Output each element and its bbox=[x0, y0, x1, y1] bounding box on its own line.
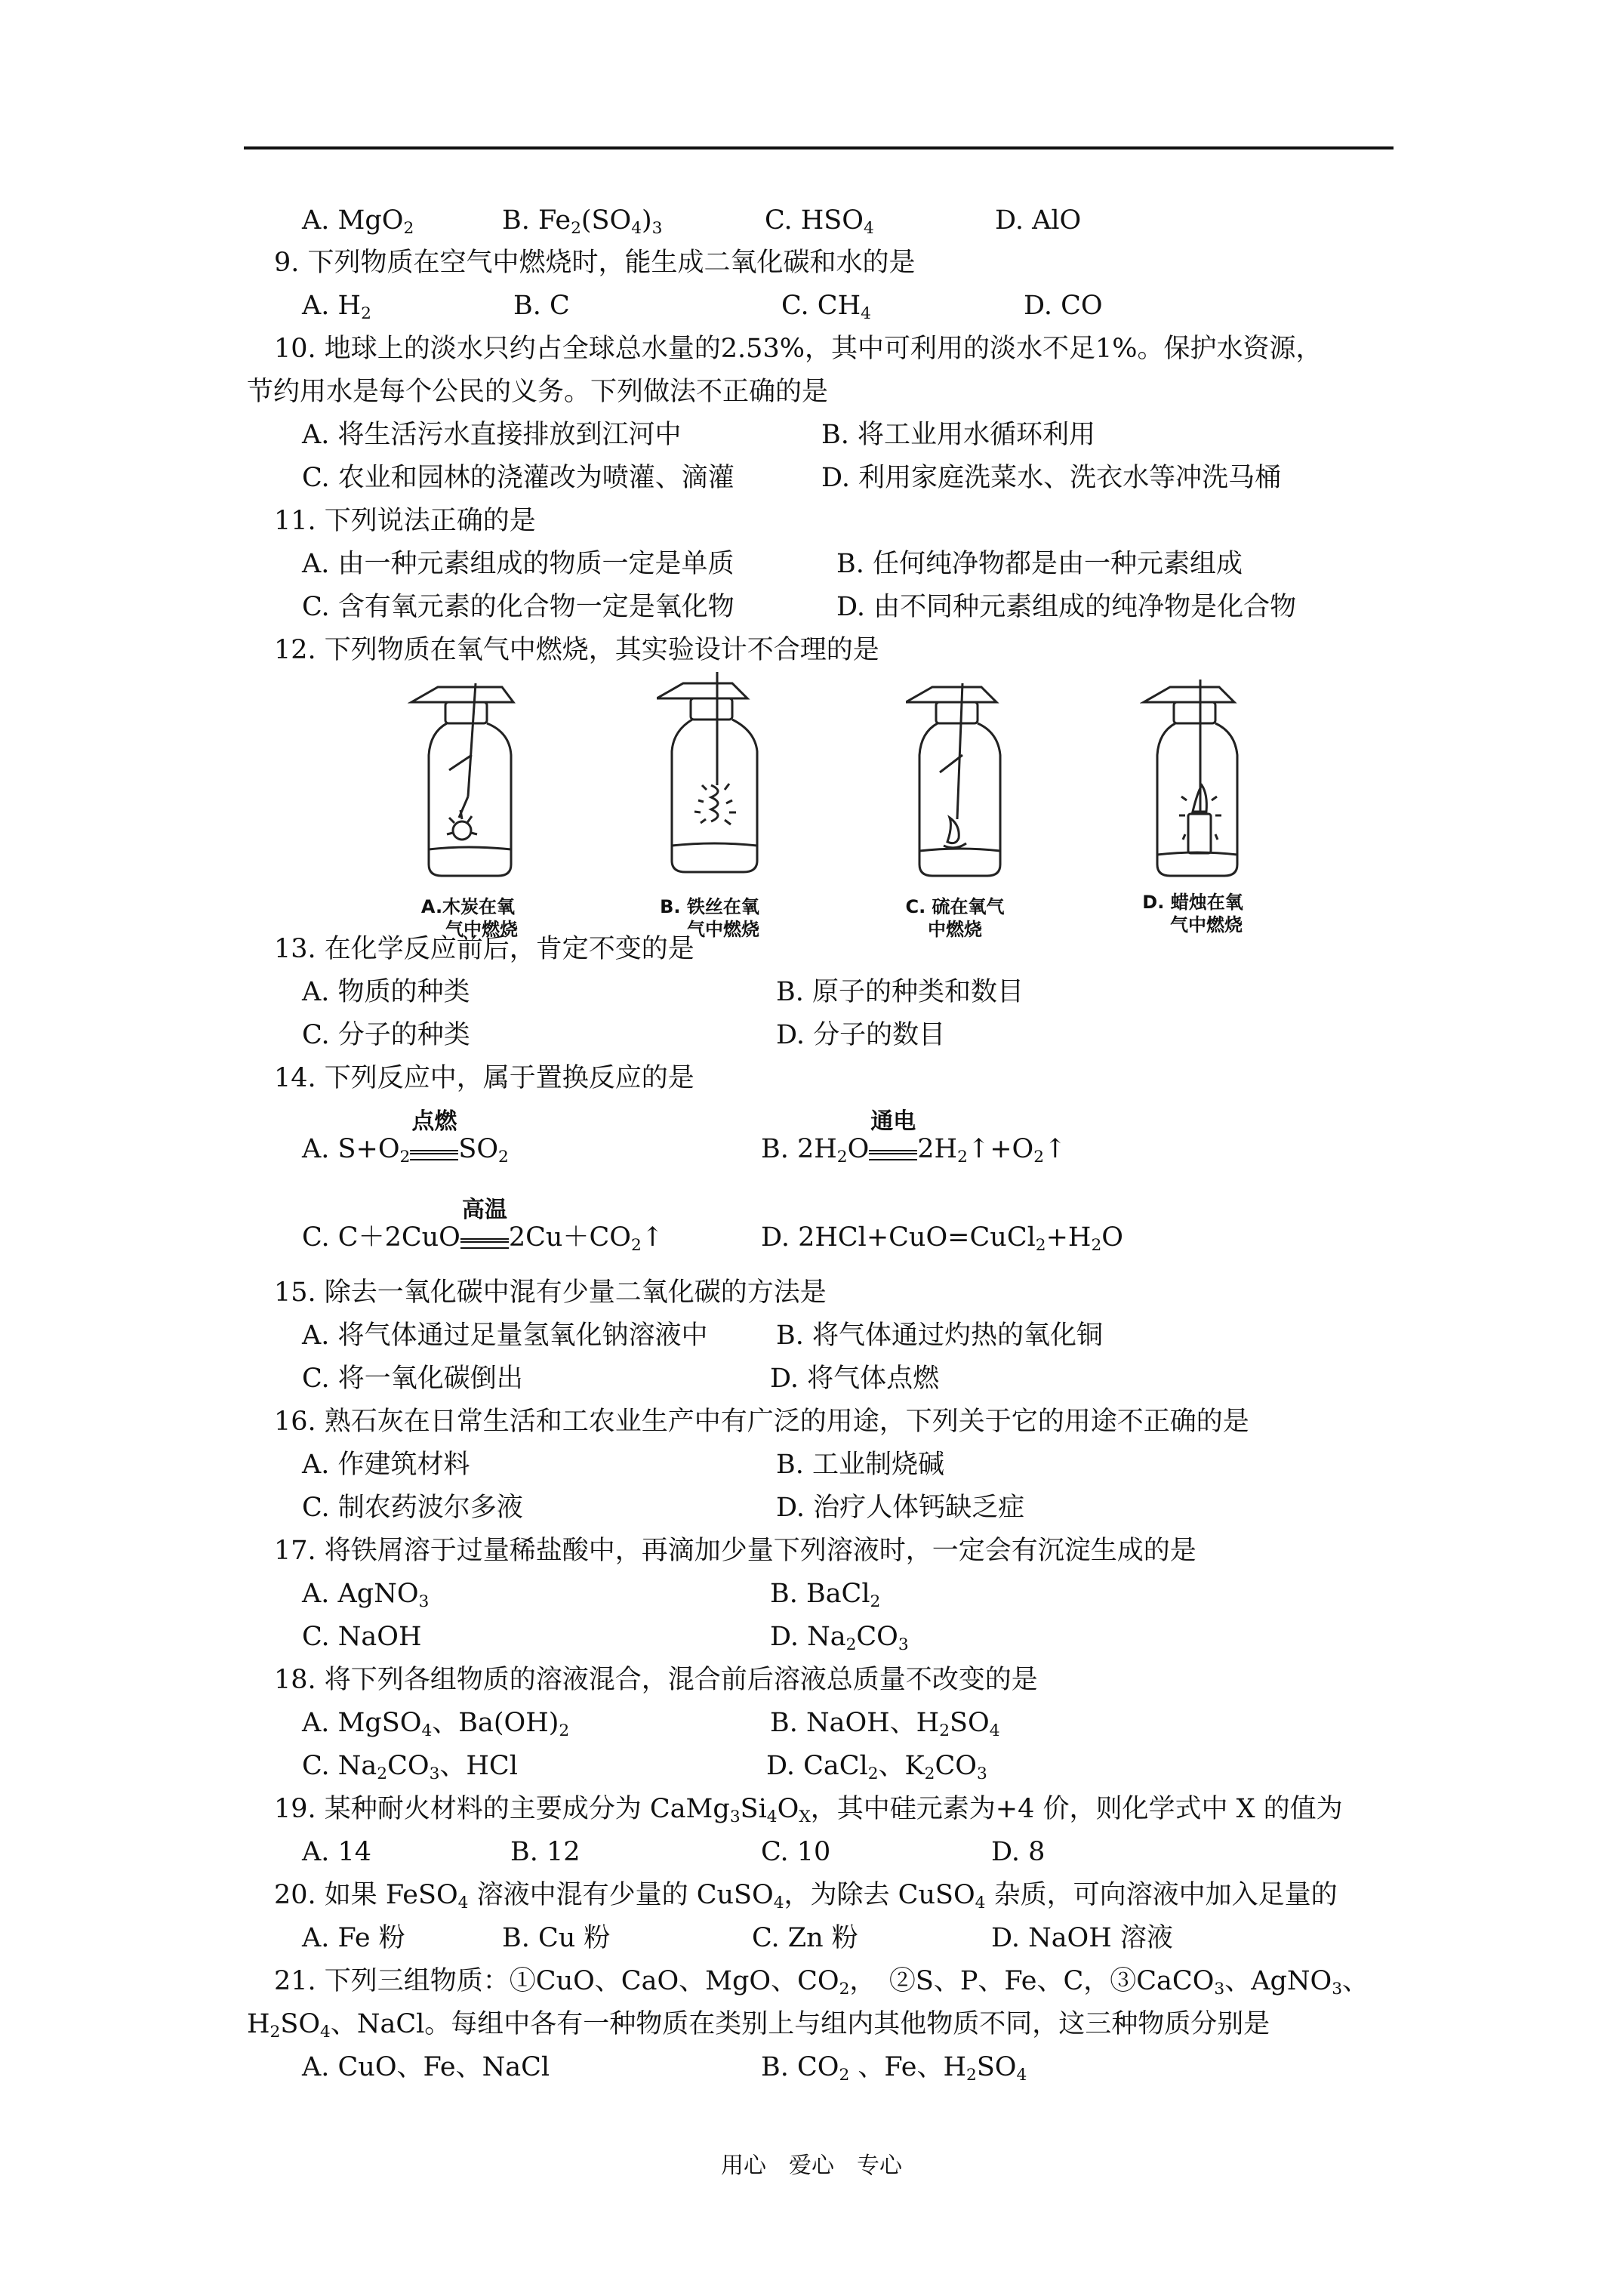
q18-option-a: A. MgSO$_4$、$Ba(OH)_2$ bbox=[302, 1708, 570, 1741]
q16-option-a: A. 作建筑材料 bbox=[302, 1450, 470, 1480]
q15-option-a: A. 将气体通过足量氢氧化钠溶液中 bbox=[302, 1321, 708, 1351]
q20-stem: 20. 如果 FeSO$_4$ 溶液中混有少量的 CuSO$_4$，为除去 CuSO$_4$ 杂质，可向溶液中加入足量的 bbox=[274, 1880, 1338, 1913]
flask-c-caption-line-2: 中燃烧 bbox=[928, 919, 982, 940]
q9-option-d: D. CO bbox=[1024, 291, 1103, 321]
q8-option-b: B. $Fe_2(SO_4)_3$ bbox=[502, 205, 663, 239]
q21-stem-2: $H_2SO_4$、NaCl。每组中各有一种物质在类别上与组内其他物质不同，这三种物质分别是 bbox=[247, 2009, 1270, 2042]
flask-d-caption bbox=[1117, 891, 1268, 936]
flask-d-caption-line-1: D. 蜡烛在氧 bbox=[1142, 892, 1243, 913]
flask-a-caption-line-1: A.木炭在氧 bbox=[420, 896, 516, 917]
q13-option-a: A. 物质的种类 bbox=[302, 977, 470, 1007]
q11-option-c: C. 含有氧元素的化合物一定是氧化物 bbox=[302, 592, 735, 622]
flask-c-sulfur-figure bbox=[906, 683, 1042, 887]
q14-condition-ignite: 点燃 bbox=[411, 1108, 457, 1135]
q16-option-b: B. 工业制烧碱 bbox=[776, 1450, 944, 1480]
q11-stem: 11. 下列说法正确的是 bbox=[274, 506, 536, 536]
q9-stem: 9. 下列物质在空气中燃烧时，能生成二氧化碳和水的是 bbox=[274, 248, 916, 278]
q19-option-c: C. 10 bbox=[761, 1837, 831, 1867]
q16-stem: 16. 熟石灰在日常生活和工农业生产中有广泛的用途，下列关于它的用途不正确的是 bbox=[274, 1407, 1249, 1437]
q20-option-d: D. NaOH 溶液 bbox=[991, 1923, 1173, 1953]
flask-b-caption-line-1: B. 铁丝在氧 bbox=[660, 896, 759, 917]
q21-stem-2-tail: 。每组中各有一种物质在类别上与组内其他物质不同，这三种物质分别是 bbox=[424, 2009, 1270, 2039]
q20-option-b: B. Cu 粉 bbox=[502, 1923, 611, 1953]
q15-option-c: C. 将一氧化碳倒出 bbox=[302, 1364, 523, 1394]
q9-option-c: C. $CH_4$ bbox=[781, 291, 871, 324]
flask-b-iron-wire-figure bbox=[657, 672, 793, 887]
flask-d-candle-figure bbox=[1140, 680, 1276, 887]
flask-c-caption-line-1: C. 硫在氧气 bbox=[905, 896, 1005, 917]
flask-c-caption bbox=[879, 895, 1030, 941]
q9-option-b: B. C bbox=[513, 291, 570, 321]
q17-option-c: C. NaOH bbox=[302, 1622, 422, 1652]
q19-option-d: D. 8 bbox=[991, 1837, 1046, 1867]
header-rule bbox=[244, 146, 1394, 149]
q17-option-b: B. BaCl$_2$ bbox=[770, 1579, 881, 1612]
q14-option-b: B. $2H_2O$ 通电 $2H_2↑+O_2↑$ bbox=[761, 1133, 1066, 1166]
q13-option-c: C. 分子的种类 bbox=[302, 1020, 470, 1050]
q11-option-b: B. 任何纯净物都是由一种元素组成 bbox=[836, 549, 1243, 579]
q16-option-c: C. 制农药波尔多液 bbox=[302, 1493, 523, 1523]
flask-a-caption-line-2: 气中燃烧 bbox=[445, 919, 518, 940]
q12-stem: 12. 下列物质在氧气中燃烧，其实验设计不合理的是 bbox=[274, 635, 879, 665]
flask-d-caption-line-2: 气中燃烧 bbox=[1170, 914, 1243, 935]
q17-option-d: D. $Na_2CO_3$ bbox=[770, 1622, 909, 1655]
q21-option-a: A. CuO、Fe、NaCl bbox=[302, 2052, 550, 2082]
q10-option-c: C. 农业和园林的浇灌改为喷灌、滴灌 bbox=[302, 463, 735, 493]
q14-condition-high-temp: 高温 bbox=[461, 1197, 507, 1223]
q10-stem-1: 10. 地球上的淡水只约占全球总水量的2.53%，其中可利用的淡水不足1%。保护水资源， bbox=[274, 334, 1323, 364]
q8-option-d: D. AlO bbox=[995, 205, 1082, 236]
q17-option-a: A. AgNO$_3$ bbox=[302, 1579, 430, 1612]
q10-stem-2: 节约用水是每个公民的义务。下列做法不正确的是 bbox=[247, 377, 829, 407]
q15-stem: 15. 除去一氧化碳中混有少量二氧化碳的方法是 bbox=[274, 1277, 827, 1308]
q13-option-b: B. 原子的种类和数目 bbox=[776, 977, 1024, 1007]
q10-option-b: B. 将工业用水循环利用 bbox=[821, 420, 1095, 450]
q18-option-b: B. NaOH、$H_2SO_4$ bbox=[770, 1708, 1000, 1741]
flask-b-caption-line-2: 气中燃烧 bbox=[687, 919, 759, 940]
q14-condition-electrolysis: 通电 bbox=[870, 1108, 916, 1135]
q15-option-d: D. 将气体点燃 bbox=[770, 1364, 940, 1394]
q19-option-a: A. 14 bbox=[302, 1837, 372, 1867]
q8-option-a: A. MgO$_2$ bbox=[302, 205, 414, 239]
q20-option-c: C. Zn 粉 bbox=[752, 1923, 858, 1953]
q10-option-a: A. 将生活污水直接排放到江河中 bbox=[302, 420, 682, 450]
q11-option-a: A. 由一种元素组成的物质一定是单质 bbox=[302, 549, 735, 579]
q18-stem: 18. 将下列各组物质的溶液混合，混合前后溶液总质量不改变的是 bbox=[274, 1665, 1038, 1695]
q20-option-a: A. Fe 粉 bbox=[302, 1923, 405, 1953]
q19-stem: 19. 某种耐火材料的主要成分为 $CaMg_3Si_4O_X$，其中硅元素为+4 价，则化学式中 X 的值为 bbox=[274, 1794, 1343, 1827]
q18-option-c: C. $Na_2CO_3$、HCl bbox=[302, 1751, 518, 1784]
q14-stem: 14. 下列反应中，属于置换反应的是 bbox=[274, 1063, 694, 1093]
q21-stem-1: 21. 下列三组物质：①CuO、CaO、MgO、$CO_2$， ②S、P、Fe、C，③CaCO$_3$、AgNO$_3$、 bbox=[274, 1966, 1369, 1999]
q10-option-d: D. 利用家庭洗菜水、洗衣水等冲洗马桶 bbox=[821, 463, 1282, 493]
flask-a-charcoal-figure bbox=[408, 683, 544, 887]
q9-option-a: A. $H_2$ bbox=[302, 291, 371, 324]
q14-option-a: A. $S+O_2$ 点燃 $SO_2$ bbox=[302, 1133, 509, 1166]
page-footer: 用心 爱心 专心 bbox=[721, 2153, 902, 2179]
q19-option-b: B. 12 bbox=[510, 1837, 581, 1867]
q18-option-d: D. CaCl$_2$、$K_2CO_3$ bbox=[766, 1751, 987, 1784]
q15-option-b: B. 将气体通过灼热的氧化铜 bbox=[776, 1321, 1103, 1351]
q8-option-c: C. $HSO_4$ bbox=[765, 205, 874, 239]
q14-option-d: D. $2HCl+CuO=CuCl_2+H_2O$ bbox=[761, 1222, 1123, 1256]
q13-option-d: D. 分子的数目 bbox=[776, 1020, 946, 1050]
q21-option-b: B. $CO_2$ 、Fe、$H_2SO_4$ bbox=[761, 2052, 1027, 2085]
q16-option-d: D. 治疗人体钙缺乏症 bbox=[776, 1493, 1025, 1523]
q17-stem: 17. 将铁屑溶于过量稀盐酸中，再滴加少量下列溶液时，一定会有沉淀生成的是 bbox=[274, 1536, 1196, 1566]
q14-option-c: C. C＋2CuO 高温 $2Cu+CO_2↑$ bbox=[302, 1221, 664, 1254]
q13-stem: 13. 在化学反应前后，肯定不变的是 bbox=[274, 934, 694, 964]
q11-option-d: D. 由不同种元素组成的纯净物是化合物 bbox=[836, 592, 1297, 622]
